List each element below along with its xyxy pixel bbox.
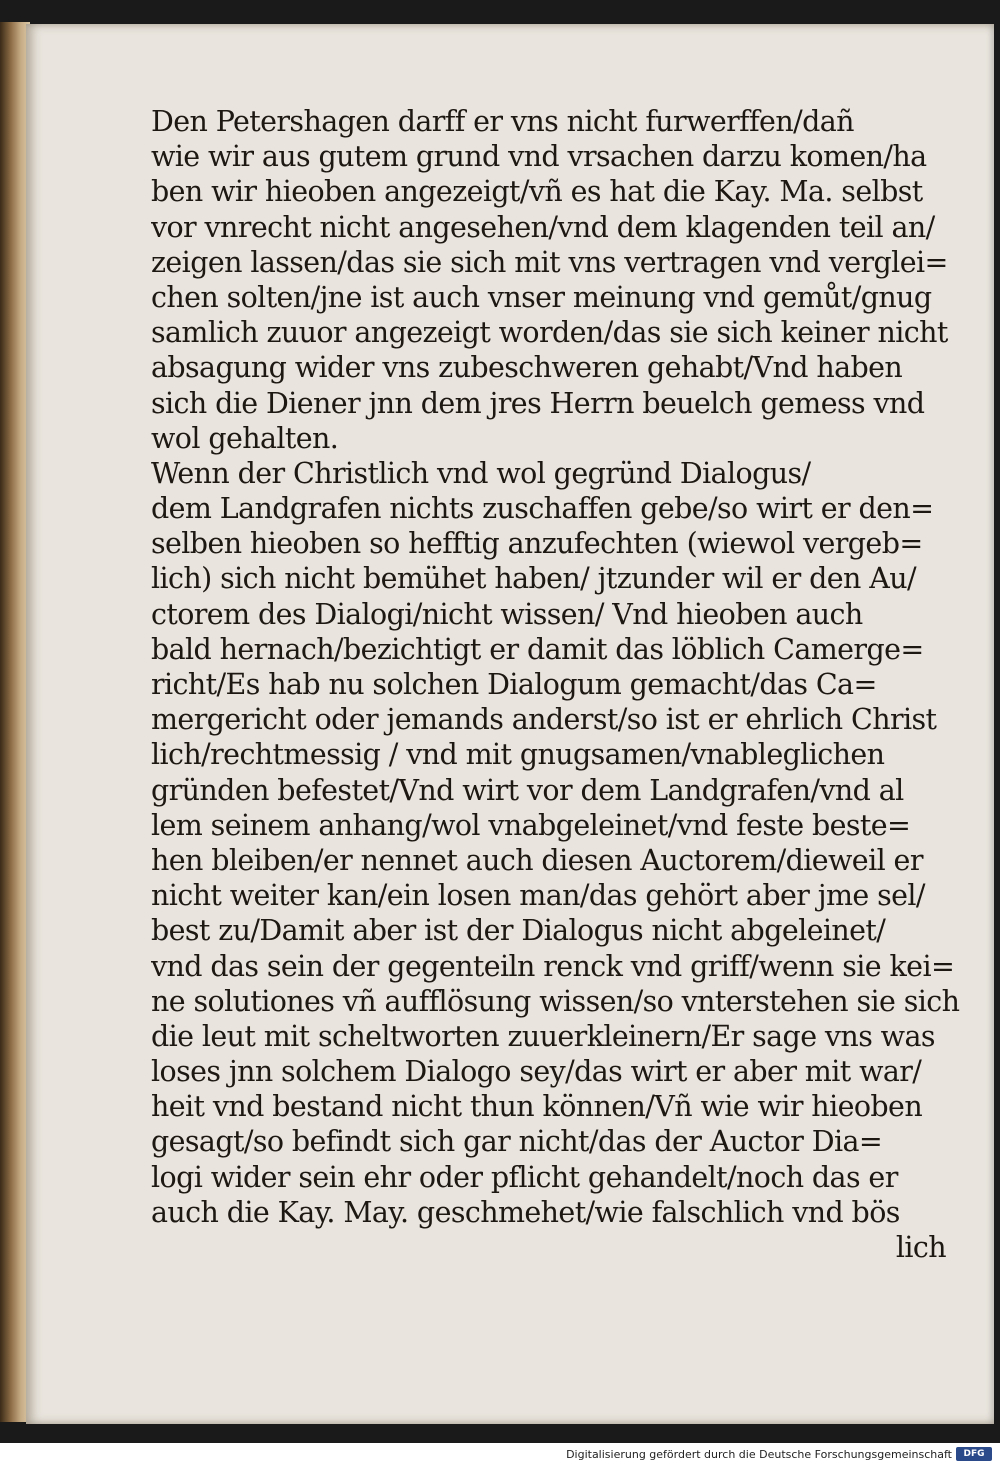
text-line: selben hieoben so hefftig anzufechten (wiewol vergeb= bbox=[151, 527, 923, 561]
text-line: dem Landgrafen nichts zuschaffen gebe/so wirt er den= bbox=[151, 492, 934, 526]
text-line: gesagt/so befindt sich gar nicht/das der Auctor Dia= bbox=[151, 1125, 883, 1159]
text-line: mergericht oder jemands anderst/so ist er ehrlich Christ bbox=[151, 703, 937, 737]
text-line: die leut mit scheltworten zuuerkleinern/Er sage vns was bbox=[151, 1019, 935, 1053]
text-line: loses jnn solchem Dialogo sey/das wirt er aber mit war/ bbox=[151, 1055, 922, 1089]
text-line: samlich zuuor angezeigt worden/das sie sich keiner nicht bbox=[151, 316, 948, 350]
text-line: heit vnd bestand nicht thun können/Vñ wie wir hieoben bbox=[151, 1090, 923, 1124]
text-line: absagung wider vns zubeschweren gehabt/Vnd haben bbox=[151, 351, 903, 385]
text-line: lich/rechtmessig / vnd mit gnugsamen/vnableglichen bbox=[151, 738, 885, 772]
book-page bbox=[26, 24, 994, 1424]
text-line: best zu/Damit aber ist der Dialogus nicht abgeleinet/ bbox=[151, 914, 886, 948]
text-line: ben wir hieoben angezeigt/vñ es hat die Kay. Ma. selbst bbox=[151, 175, 923, 209]
text-line: Wenn der Christlich vnd wol gegründ Dialogus/ bbox=[151, 456, 811, 490]
text-line: sich die Diener jnn dem jres Herrn beuelch gemess vnd bbox=[151, 386, 925, 420]
text-line: auch die Kay. May. geschmehet/wie falschlich vnd bös bbox=[151, 1195, 900, 1229]
text-line: zeigen lassen/das sie sich mit vns vertragen vnd verglei= bbox=[151, 245, 948, 279]
text-line: vor vnrecht nicht angesehen/vnd dem klagenden teil an/ bbox=[151, 210, 935, 244]
dfg-logo: DFG bbox=[956, 1447, 992, 1461]
text-line: nicht weiter kan/ein losen man/das gehört aber jme sel/ bbox=[151, 879, 925, 913]
text-line: wie wir aus gutem grund vnd vrsachen darzu komen/ha bbox=[151, 140, 927, 174]
text-line: hen bleiben/er nennet auch diesen Auctorem/dieweil er bbox=[151, 843, 923, 877]
text-line: wol gehalten. bbox=[151, 421, 339, 455]
catchword: lich bbox=[895, 1231, 946, 1264]
funding-credit: Digitalisierung gefördert durch die Deutsche Forschungsgemeinschaft bbox=[566, 1448, 952, 1461]
text-line: Den Petershagen darff er vns nicht furwerffen/dañ bbox=[151, 105, 854, 138]
text-line: ne solutiones vñ aufflösung wissen/so vnterstehen sie sich bbox=[151, 984, 960, 1018]
text-line: lem seinem anhang/wol vnabgeleinet/vnd feste beste= bbox=[151, 808, 911, 842]
page-text-block bbox=[151, 104, 966, 1265]
text-line: vnd das sein der gegenteiln renck vnd griff/wenn sie kei= bbox=[151, 949, 955, 983]
text-line: logi wider sein ehr oder pflicht gehandelt/noch das er bbox=[151, 1160, 898, 1194]
text-line: gründen befestet/Vnd wirt vor dem Landgrafen/vnd al bbox=[151, 773, 904, 807]
text-line: ctorem des Dialogi/nicht wissen/ Vnd hieoben auch bbox=[151, 597, 863, 631]
text-line: bald hernach/bezichtigt er damit das löblich Camerge= bbox=[151, 632, 924, 666]
footer-bar bbox=[0, 1443, 1000, 1465]
text-line: chen solten/jne ist auch vnser meinung vnd gemůt/gnug bbox=[151, 280, 932, 314]
text-line: richt/Es hab nu solchen Dialogum gemacht/das Ca= bbox=[151, 668, 877, 701]
text-line: lich) sich nicht bemühet haben/ jtzunder wil er den Au/ bbox=[151, 562, 916, 596]
